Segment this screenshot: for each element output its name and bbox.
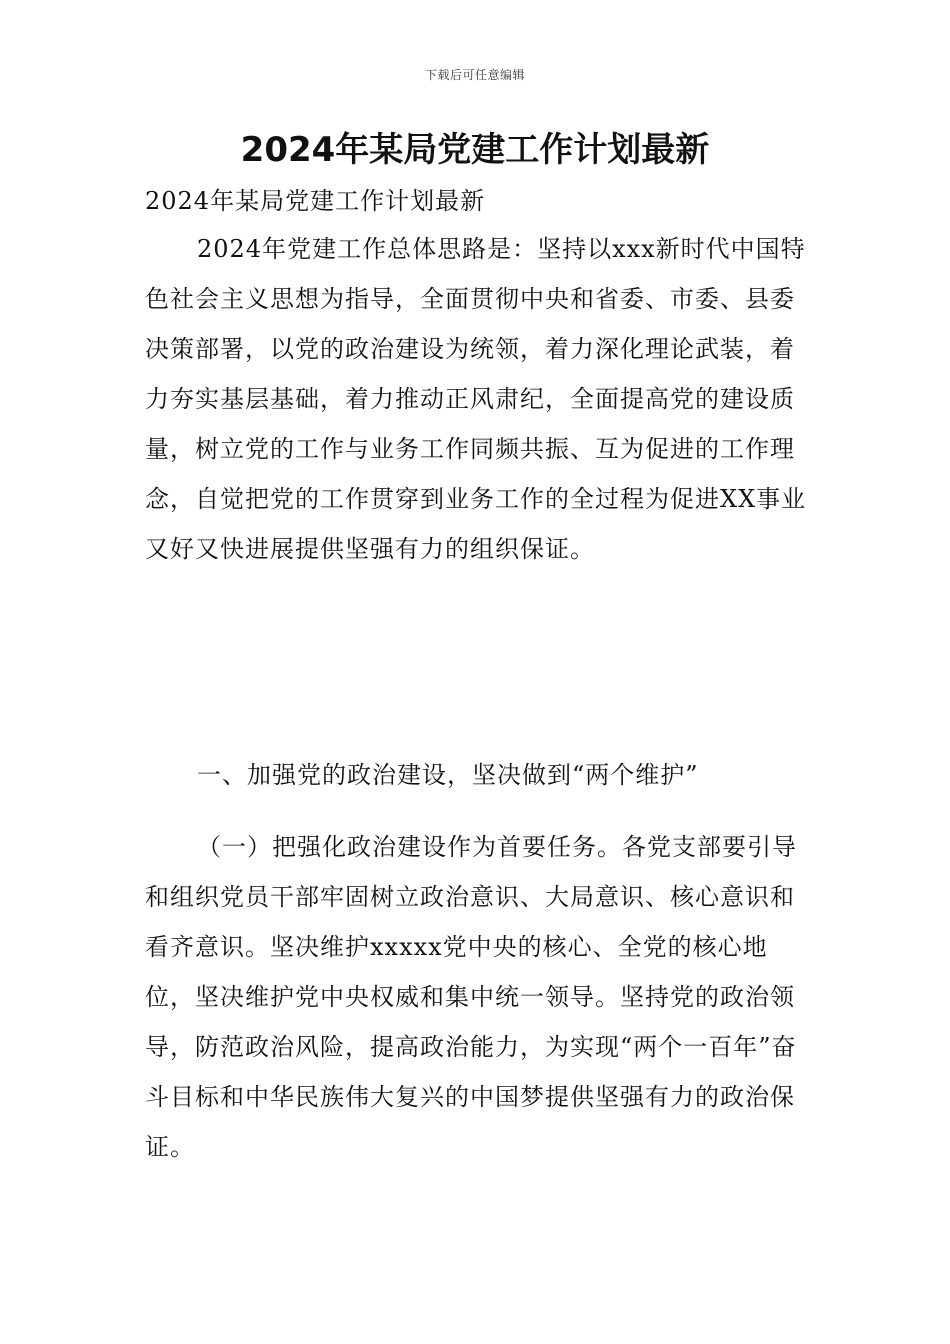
section-1-item-1-paragraph: （一）把强化政治建设作为首要任务。各党支部要引导和组织党员干部牢固树立政治意识、大局意识、核心意识和看齐意识。坚决维护xxxxx党中央的核心、全党的核心地位，坚决维护党中央权威和集中统一领导。坚持党的政治领导，防范政治风险，提高政治能力，为实现“两个一百年”奋斗目标和中华民族伟大复兴的中国梦提供坚强有力的政治保证。 [145,833,797,1161]
section-1-heading: 一、加强党的政治建设，坚决做到“两个维护” [197,761,699,789]
document-title: 2024年某局党建工作计划最新 [240,130,710,170]
intro-paragraph: 2024年党建工作总体思路是：坚持以xxx新时代中国特色社会主义思想为指导，全面贯彻中央和省委、市委、县委决策部署，以党的政治建设为统领，着力深化理论武装，着力夯实基层基础，着力推动正风肃纪，全面提高党的建设质量，树立党的工作与业务工作同频共振、互为促进的工作理念，自觉把党的工作贯穿到业务工作的全过程为促进XX事业又好又快进展提供坚强有力的组织保证。 [145,235,807,563]
document-subtitle: 2024年某局党建工作计划最新 [145,187,486,215]
header-note: 下载后可任意编辑 [424,68,525,82]
